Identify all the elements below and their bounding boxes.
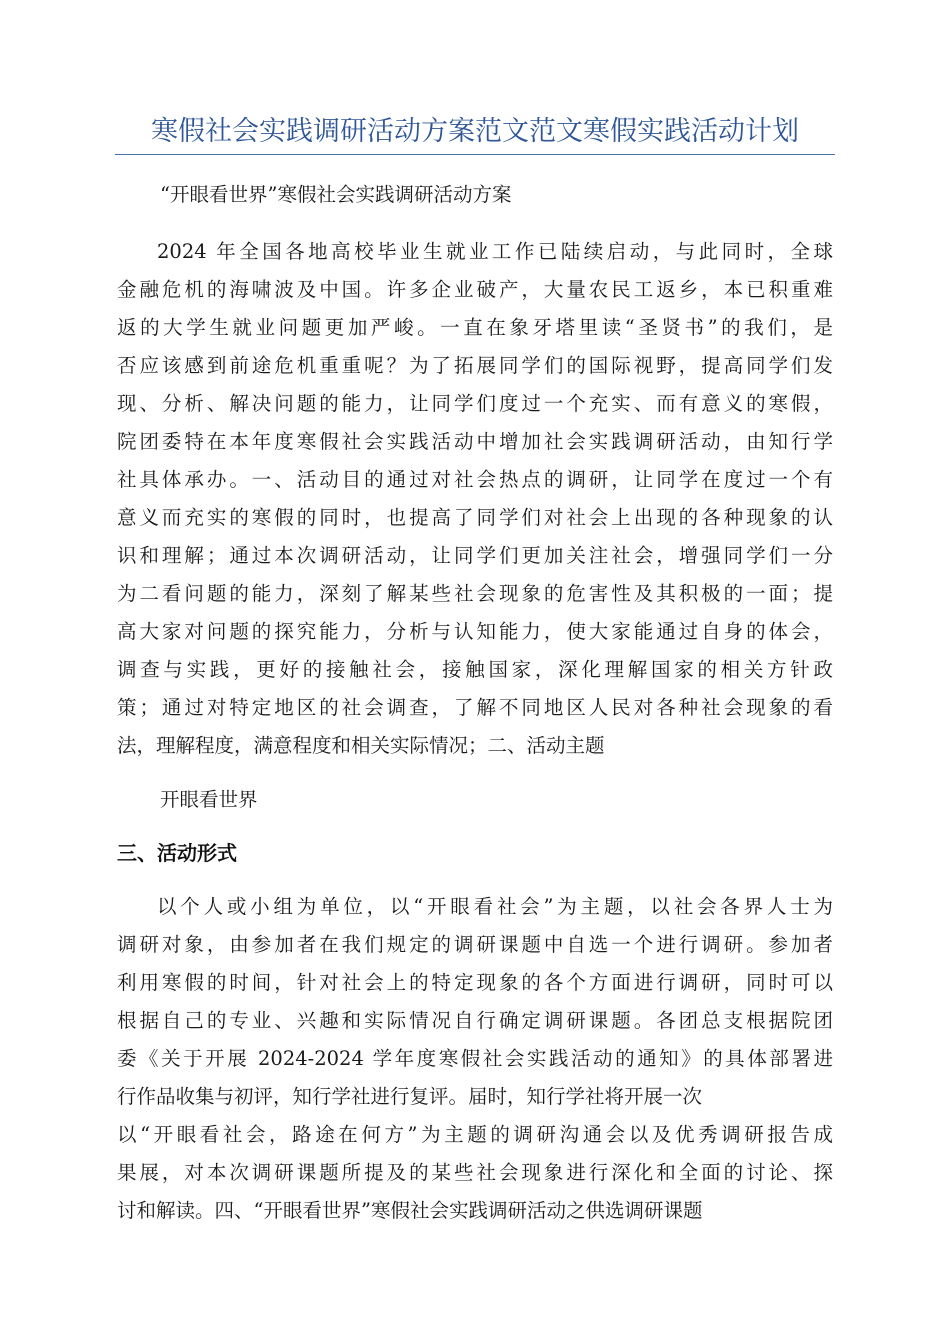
section-heading: 三、活动形式	[117, 841, 237, 865]
paragraph-line: 委《关于开展 2024-2024 学年度寒假社会实践活动的通知》的具体部署进	[117, 1047, 833, 1070]
title-underline	[115, 154, 835, 155]
paragraph-line: 讨和解读。四、“开眼看世界”寒假社会实践调研活动之供选调研课题	[117, 1199, 703, 1222]
paragraph-line: 为二看问题的能力，深刻了解某些社会现象的危害性及其积极的一面；提	[117, 582, 833, 605]
paragraph-line: 以“开眼看社会，路途在何方”为主题的调研沟通会以及优秀调研报告成	[117, 1123, 833, 1146]
paragraph-line: 返的大学生就业问题更加严峻。一直在象牙塔里读“圣贤书”的我们，是	[117, 316, 833, 339]
paragraph-line: 意义而充实的寒假的同时，也提高了同学们对社会上出现的各种现象的认	[117, 506, 833, 529]
paragraph-line: 行作品收集与初评，知行学社进行复评。届时，知行学社将开展一次	[117, 1085, 703, 1108]
paragraph-line: 社具体承办。一、活动目的通过对社会热点的调研，让同学在度过一个有	[117, 468, 833, 491]
paragraph-line: 院团委特在本年度寒假社会实践活动中增加社会实践调研活动，由知行学	[117, 430, 833, 453]
paragraph-line: 果展，对本次调研课题所提及的某些社会现象进行深化和全面的讨论、探	[117, 1161, 833, 1184]
paragraph-line: 策；通过对特定地区的社会调查，了解不同地区人民对各种社会现象的看	[117, 696, 833, 719]
paragraph-line: 现、分析、解决问题的能力，让同学们度过一个充实、而有意义的寒假，	[117, 392, 833, 415]
paragraph-line: 否应该感到前途危机重重呢？为了拓展同学们的国际视野，提高同学们发	[117, 354, 833, 377]
paragraph-line: 金融危机的海啸波及中国。许多企业破产，大量农民工返乡，本已积重难	[117, 278, 833, 301]
paragraph-activity-form	[117, 888, 833, 1230]
paragraph-intro	[117, 233, 833, 765]
paragraph-line: 以个人或小组为单位，以“开眼看社会”为主题，以社会各界人士为	[157, 895, 833, 918]
theme-text: 开眼看世界	[160, 788, 258, 811]
paragraph-line: 2024 年全国各地高校毕业生就业工作已陆续启动，与此同时，全球	[157, 240, 833, 263]
paragraph-line: 根据自己的专业、兴趣和实际情况自行确定调研课题。各团总支根据院团	[117, 1009, 833, 1032]
paragraph-line: 识和理解；通过本次调研活动，让同学们更加关注社会，增强同学们一分	[117, 544, 833, 567]
paragraph-line: 利用寒假的时间，针对社会上的特定现象的各个方面进行调研，同时可以	[117, 971, 833, 994]
paragraph-line: 调研对象，由参加者在我们规定的调研课题中自选一个进行调研。参加者	[117, 933, 833, 956]
paragraph-line: 调查与实践，更好的接触社会，接触国家，深化理解国家的相关方针政	[117, 658, 833, 681]
paragraph-line: 高大家对问题的探究能力，分析与认知能力，使大家能通过自身的体会，	[117, 620, 833, 643]
document-title: 寒假社会实践调研活动方案范文范文寒假实践活动计划	[151, 116, 799, 147]
document-subtitle: “开眼看世界”寒假社会实践调研活动方案	[160, 183, 512, 206]
paragraph-line: 法，理解程度，满意程度和相关实际情况；二、活动主题	[117, 734, 605, 757]
